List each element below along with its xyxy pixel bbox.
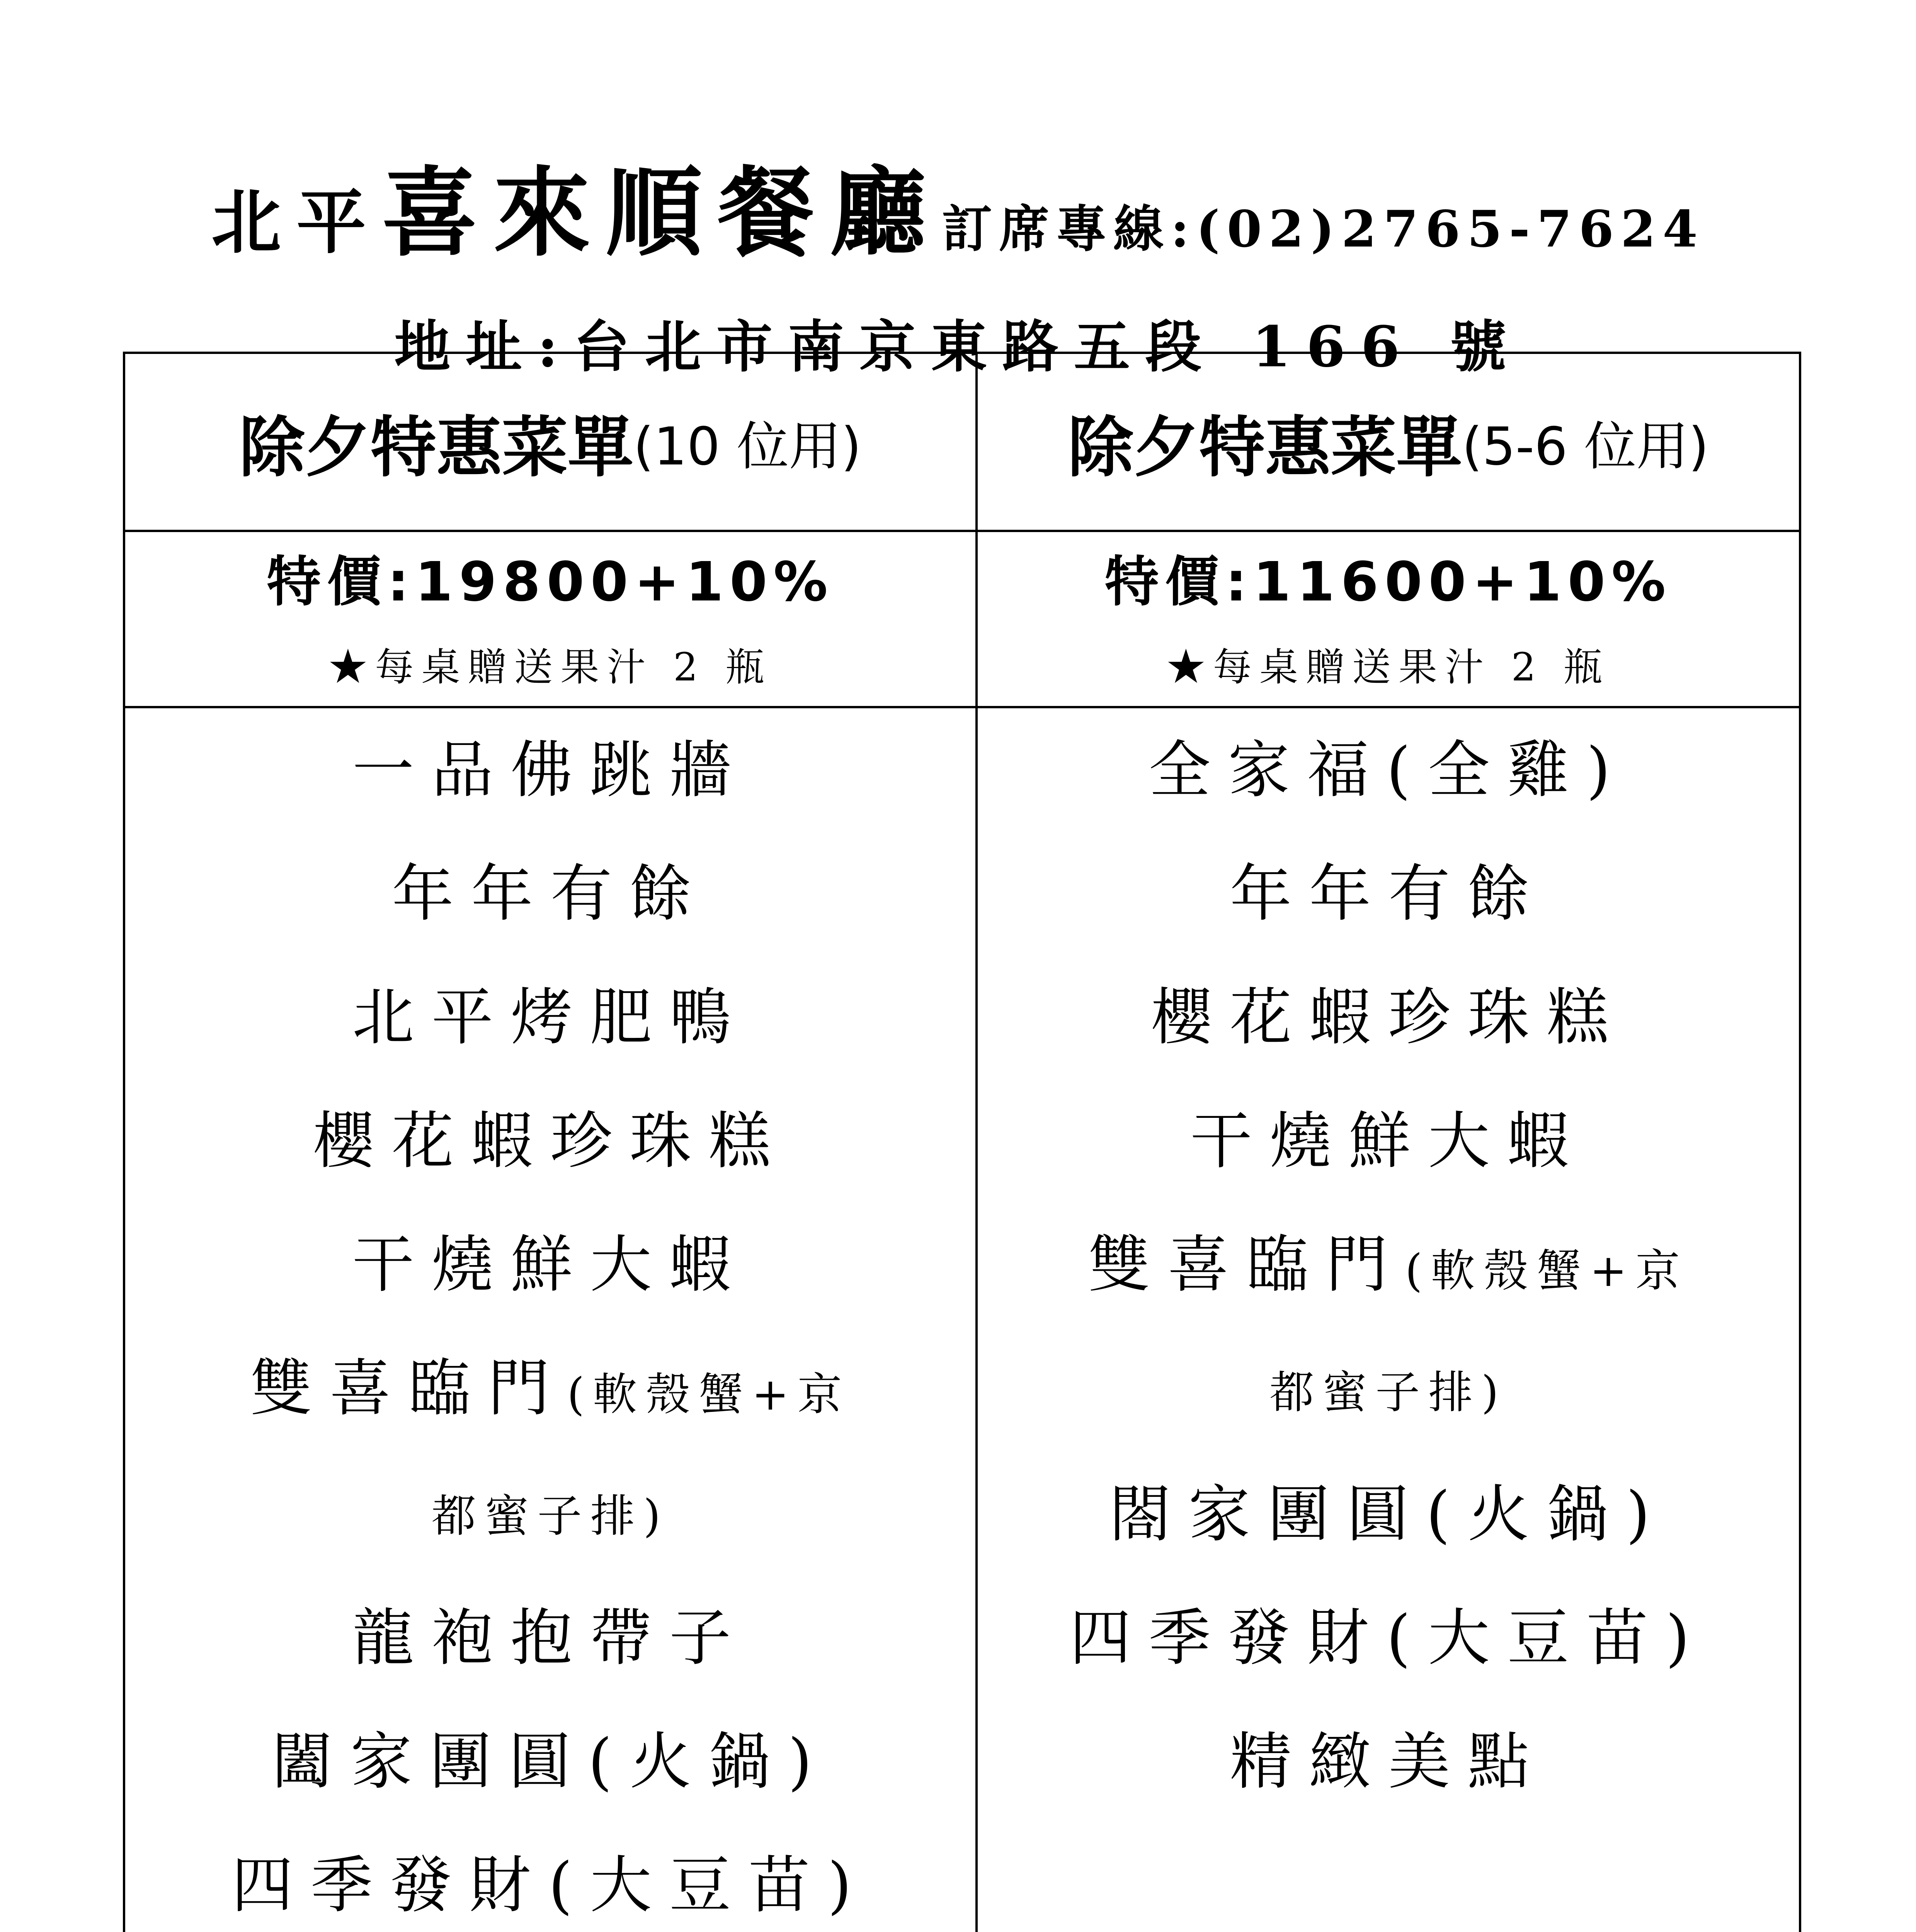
menu-price: 特價:11600+10% — [1104, 551, 1672, 614]
dish-item: 干燒鮮大蝦 — [1190, 1105, 1586, 1177]
dish-item: 闔家團圓(火鍋) — [271, 1725, 830, 1798]
dish-item: 四季發財(大豆苗) — [231, 1849, 869, 1921]
menu-serving: (10 位用) — [633, 416, 862, 477]
page-header — [0, 155, 1916, 382]
dish-note-continuation: 都蜜子排) — [1269, 1367, 1507, 1418]
reservation-phone: 訂席專線:(02)2765-7624 — [942, 199, 1705, 259]
menu-title-text: 除夕特惠菜單 — [1068, 410, 1462, 486]
menu-gift: ★每桌贈送果汁 2 瓶 — [328, 645, 772, 690]
menu-title-10 — [125, 354, 975, 530]
dish-item: 干燒鮮大蝦 — [352, 1228, 749, 1301]
dish-item: 閤家團圓(火鍋) — [1109, 1478, 1668, 1550]
dish-note: (軟殼蟹+京 — [1405, 1245, 1689, 1297]
dish-item-with-note — [978, 1203, 1799, 1333]
menu-price: 特價:19800+10% — [267, 551, 834, 614]
dish-list-5-6 — [978, 708, 1799, 1932]
dish-item: 全家福(全雞) — [1149, 734, 1628, 806]
dish-list-10 — [125, 708, 975, 1932]
dish-item: 龍袍抱帶子 — [352, 1602, 749, 1674]
menu-table — [123, 352, 1801, 1932]
menu-title-5-6 — [978, 354, 1799, 530]
menu-serving: (5-6 位用) — [1462, 416, 1709, 477]
dish-item: 一品佛跳牆 — [352, 734, 749, 806]
dish-item: 北平烤肥鴨 — [352, 981, 749, 1053]
restaurant-name-prefix: 北平 — [211, 182, 382, 263]
dish-item: 四季發財(大豆苗) — [1069, 1602, 1707, 1674]
dish-item-with-note — [125, 1327, 975, 1456]
dish-item: 年年有餘 — [391, 857, 709, 930]
dish-item: 年年有餘 — [1230, 857, 1547, 930]
dish-item: 櫻花蝦珍珠糕 — [312, 1105, 788, 1177]
dish-note: (軟殼蟹+京 — [567, 1369, 851, 1420]
dish-name: 雙喜臨門 — [250, 1352, 567, 1424]
restaurant-address: 地址:台北市南京東路五段 166 號 — [394, 314, 1522, 380]
restaurant-name: 喜來順餐廳 — [381, 156, 942, 269]
dish-note-continuation: 都蜜子排) — [431, 1490, 669, 1542]
restaurant-title-line — [0, 155, 1916, 303]
dish-item: 精緻美點 — [1230, 1725, 1547, 1798]
menu-title-text: 除夕特惠菜單 — [239, 410, 633, 486]
dish-item: 櫻花蝦珍珠糕 — [1150, 981, 1626, 1053]
price-cell-10 — [125, 532, 975, 706]
dish-name: 雙喜臨門 — [1088, 1228, 1405, 1301]
price-cell-5-6 — [978, 532, 1799, 706]
menu-gift: ★每桌贈送果汁 2 瓶 — [1166, 645, 1610, 690]
